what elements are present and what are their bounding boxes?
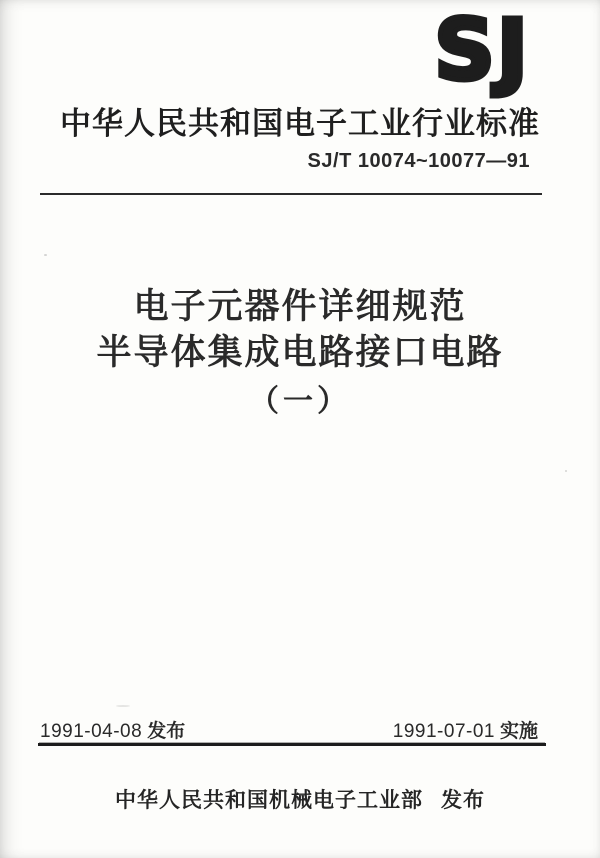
date-row (40, 716, 538, 743)
publish-action-label: 发布 (441, 789, 485, 812)
publisher-name: 中华人民共和国机械电子工业部 (115, 789, 423, 812)
document-title-line1: 电子元器件详细规范 (133, 287, 467, 326)
scan-speck (116, 705, 130, 707)
standard-number: SJ/T 10074~10077—91 (307, 150, 530, 172)
header-divider-line (40, 193, 542, 195)
standard-header-title: 中华人民共和国电子工业行业标准 (60, 106, 540, 141)
issue-date-group (40, 716, 185, 743)
sj-standard-logo: SJ (434, 1, 530, 99)
issue-date: 1991-04-08 (40, 721, 143, 742)
document-title-block (0, 284, 600, 424)
implement-date-label: 实施 (499, 721, 538, 742)
footer-divider-line (38, 743, 546, 746)
implement-date-group (393, 716, 538, 743)
scan-speck (44, 254, 47, 256)
document-title-line2: 半导体集成电路接口电路 (96, 333, 504, 372)
scan-speck (565, 470, 567, 472)
document-title-part-number: （一） (249, 385, 351, 418)
issue-date-label: 发布 (147, 721, 186, 742)
publisher-row (0, 784, 600, 814)
implement-date: 1991-07-01 (392, 721, 495, 742)
